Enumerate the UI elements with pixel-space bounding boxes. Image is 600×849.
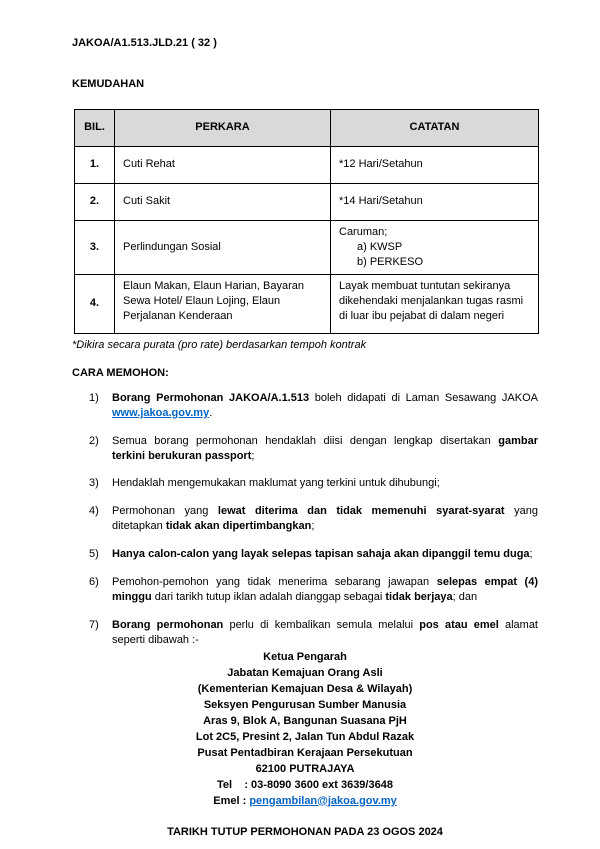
text-segment: selepas empat (4) minggu [112,576,538,604]
text-segment: ; dan [452,591,478,604]
instruction-item [72,504,538,534]
text-segment: Hendaklah mengemukakan maklumat yang terkini untuk dihubungi; [112,477,440,490]
address-line: Jabatan Kemajuan Orang Asli [227,667,383,680]
text-segment: gambar terkini berukuran passport [112,434,538,462]
table-row [75,183,539,220]
address-line: Pusat Pentadbiran Kerajaan Persekutuan [197,746,413,759]
row-perkara: Cuti Rehat [115,146,331,183]
catatan-line: Caruman; [339,225,388,238]
closing-date: TARIKH TUTUP PERMOHONAN PADA 23 OGOS 2024 [167,826,443,839]
table-header-catatan: CATATAN [331,109,539,146]
item-number: 2) [89,434,99,447]
instruction-item [72,547,538,562]
text-segment: Pemohon-pemohon yang tidak menerima sebarang jawapan [112,576,437,589]
email-line [72,794,538,810]
table-row [75,274,539,333]
text-segment: perlu di kembalikan semula melalui [223,619,420,632]
table-header-bil: BIL. [75,109,115,146]
text-segment: Hanya calon-calon yang layak selepas tapisan sahaja akan dipanggil temu duga [112,548,530,561]
address-line: Lot 2C5, Presint 2, Jalan Tun Abdul Razak [195,730,415,743]
text-segment: alamat seperti dibawah :- [112,619,538,647]
item-text [112,476,538,491]
table-header-perkara: PERKARA [115,109,331,146]
mailing-address-block [72,650,538,809]
text-segment: yang ditetapkan [112,505,538,533]
row-number: 4. [75,274,115,333]
item-text [112,391,538,421]
address-line: Tel : 03-8090 3600 ext 3639/3648 [217,778,393,791]
address-line: Seksyen Pengurusan Sumber Manusia [203,698,407,711]
text-segment: Borang permohonan [112,619,224,632]
text-segment: ; [251,449,255,462]
table-row [75,146,539,183]
item-text [112,575,538,605]
item-number: 5) [89,548,99,561]
instruction-item [72,391,538,421]
row-perkara: Cuti Sakit [115,183,331,220]
instruction-item [72,434,538,464]
item-text [112,434,538,464]
text-segment: . [209,406,213,419]
reference-number: JAKOA/A1.513.JLD.21 ( 32 ) [72,37,217,49]
row-catatan: *12 Hari/Setahun [331,146,539,183]
text-segment: dari tarikh tutup iklan adalah dianggap sebagai [151,591,386,604]
catatan-line: b) PERKESO [357,255,424,268]
item-number: 6) [89,576,99,589]
address-line: Ketua Pengarah [263,651,347,664]
table-header-row [75,109,539,146]
catatan-line: a) KWSP [357,240,403,253]
text-segment: tidak berjaya [385,591,453,604]
table-row [75,220,539,274]
text-segment: Borang Permohonan JAKOA/A.1.513 [112,391,310,404]
row-number: 3. [75,220,115,274]
section-title-cara-memohon: CARA MEMOHON: [72,366,169,379]
instruction-item [72,476,538,491]
facilities-table [74,109,539,334]
text-segment: Emel : [213,794,250,807]
text-segment: ; [529,548,533,561]
text-segment: pos atau emel [419,619,499,632]
row-catatan: *14 Hari/Setahun [331,183,539,220]
jakoa-website-link[interactable]: www.jakoa.gov.my [112,406,210,419]
text-segment: tidak akan dipertimbangkan [165,520,312,533]
address-line: (Kementerian Kemajuan Desa & Wilayah) [197,682,413,695]
address-line: 62100 PUTRAJAYA [255,762,355,775]
section-title-kemudahan: KEMUDAHAN [72,77,145,90]
instructions-list [72,391,538,648]
address-lines [72,650,538,793]
row-number: 1. [75,146,115,183]
row-perkara: Elaun Makan, Elaun Harian, Bayaran Sewa Hotel/ Elaun Lojing, Elaun Perjalanan Kenderaan [115,274,331,333]
item-text [112,504,538,534]
item-text [112,547,538,562]
instruction-item [72,575,538,605]
item-number: 3) [89,477,99,490]
text-segment: boleh didapati di Laman Sesawang JAKOA [309,391,538,404]
text-segment: lewat diterima dan tidak memenuhi syarat-syarat [217,505,505,518]
instruction-item [72,618,538,648]
row-catatan [331,220,539,274]
table-footnote: *Dikira secara purata (pro rate) berdasarkan tempoh kontrak [72,338,367,351]
text-segment: Semua borang permohonan hendaklah diisi dengan lengkap disertakan [112,434,499,447]
text-segment: ; [311,520,315,533]
text-segment: Permohonan yang [112,505,218,518]
item-number: 7) [89,619,99,632]
email-link[interactable]: pengambilan@jakoa.gov.my [249,794,397,807]
row-number: 2. [75,183,115,220]
item-number: 1) [89,391,99,404]
item-text [112,618,538,648]
item-number: 4) [89,505,99,518]
row-perkara: Perlindungan Sosial [115,220,331,274]
row-catatan: Layak membuat tuntutan sekiranya dikehendaki menjalankan tugas rasmi di luar ibu pejabat di dalam negeri [331,274,539,333]
address-line: Aras 9, Blok A, Bangunan Suasana PjH [203,714,407,727]
